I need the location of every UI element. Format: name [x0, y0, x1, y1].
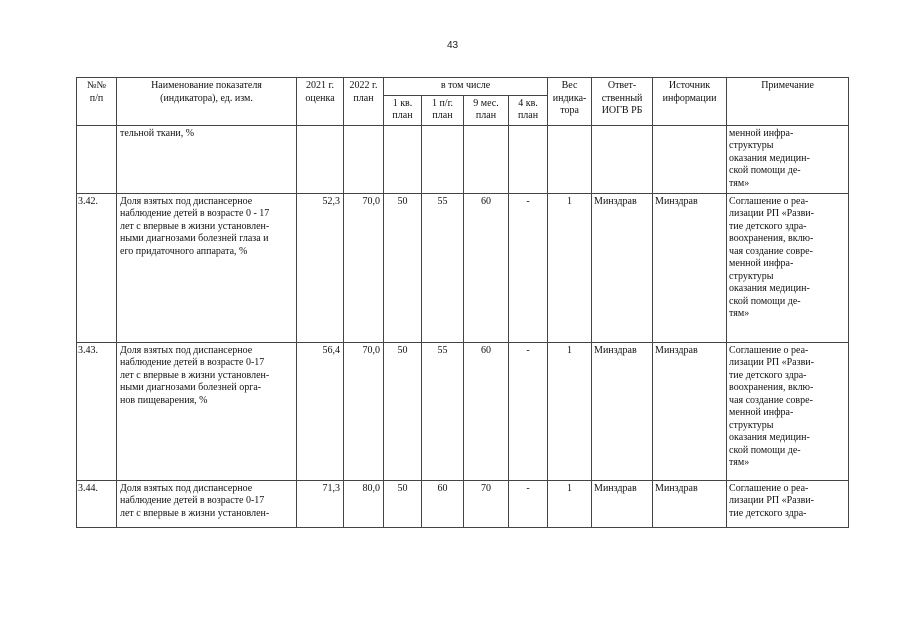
- header-no-line2: п/п: [89, 92, 104, 104]
- header-weight-line3: тора: [560, 105, 579, 116]
- cell-name: [117, 125, 297, 193]
- table-row: [77, 125, 849, 193]
- cell-note-line: тие детского здра-: [729, 220, 807, 232]
- header-row-1: [77, 78, 849, 96]
- cell-responsible: [592, 125, 653, 193]
- cell-note-line: ской помощи де-: [729, 165, 801, 176]
- header-no-line1: №№: [86, 80, 107, 91]
- table-row: [77, 193, 849, 342]
- cell-q1: 50: [384, 193, 422, 342]
- cell-no: 3.44.: [77, 480, 117, 527]
- cell-name-line: ными диагнозами болезней глаза и: [120, 233, 269, 244]
- page-number: 43: [446, 40, 459, 51]
- cell-responsible: Минздрав: [592, 193, 653, 342]
- header-responsible: [592, 78, 653, 126]
- cell-q1: 50: [384, 480, 422, 527]
- cell-note-line: структуры: [729, 140, 774, 151]
- cell-name-line: Доля взятых под диспансерное: [120, 344, 253, 356]
- header-2021-line2: оценка: [305, 92, 335, 104]
- cell-q4: [509, 125, 548, 193]
- header-9m-line2: план: [475, 110, 497, 121]
- cell-note-line: ской помощи де-: [729, 295, 801, 307]
- header-2022-line2: план: [353, 92, 374, 104]
- cell-2022: [344, 125, 384, 193]
- header-q4-line1: 4 кв.: [518, 97, 538, 109]
- header-including: в том числе: [384, 78, 548, 96]
- cell-name-line: его придаточного аппарата, %: [120, 245, 248, 257]
- cell-9m: 60: [464, 193, 509, 342]
- header-9m-line1: 9 мес.: [473, 97, 499, 109]
- cell-name-line: тельной ткани, %: [120, 127, 195, 139]
- indicators-table: [76, 77, 849, 528]
- cell-source: Минздрав: [653, 193, 727, 342]
- cell-note-line: лизации РП «Разви-: [729, 357, 814, 368]
- cell-name-line: наблюдение детей в возрасте 0-17: [120, 495, 265, 506]
- cell-note-line: Соглашение о реа-: [729, 195, 809, 207]
- table-row: [77, 480, 849, 527]
- cell-2021: 71,3: [297, 480, 344, 527]
- header-weight-line1: Вес: [561, 80, 578, 91]
- header-responsible-line2: ственный: [601, 92, 643, 104]
- cell-2022: 70,0: [344, 342, 384, 480]
- cell-2021: 56,4: [297, 342, 344, 480]
- cell-weight: 1: [548, 342, 592, 480]
- header-name-line2: (индикатора), ед. изм.: [160, 92, 253, 104]
- cell-9m: 70: [464, 480, 509, 527]
- cell-name-line: нов пищеварения, %: [120, 394, 208, 406]
- cell-note: [727, 342, 849, 480]
- cell-note-line: менной инфра-: [729, 407, 794, 418]
- cell-9m: [464, 125, 509, 193]
- cell-q4: -: [509, 480, 548, 527]
- header-9m: [464, 95, 509, 125]
- cell-note: [727, 125, 849, 193]
- cell-note-line: чая создание совре-: [729, 245, 813, 257]
- cell-2022: 70,0: [344, 193, 384, 342]
- cell-note-line: структуры: [729, 419, 774, 431]
- cell-name-line: наблюдение детей в возрасте 0 - 17: [120, 208, 270, 219]
- header-source: [653, 78, 727, 126]
- cell-source: Минздрав: [653, 342, 727, 480]
- cell-responsible: Минздрав: [592, 342, 653, 480]
- cell-q4: -: [509, 193, 548, 342]
- cell-note-line: лизации РП «Разви-: [729, 495, 814, 506]
- cell-responsible: Минздрав: [592, 480, 653, 527]
- header-2022-line1: 2022 г.: [349, 80, 378, 91]
- cell-h1: 60: [422, 480, 464, 527]
- cell-2022: 80,0: [344, 480, 384, 527]
- cell-name: [117, 480, 297, 527]
- header-2021-line1: 2021 г.: [306, 80, 334, 91]
- cell-name-line: лет с впервые в жизни установлен-: [120, 220, 270, 232]
- cell-note-line: тям»: [729, 457, 750, 468]
- header-source-line2: информации: [662, 92, 717, 104]
- cell-q1: [384, 125, 422, 193]
- header-responsible-line1: Ответ-: [607, 80, 637, 91]
- cell-note-line: чая создание совре-: [729, 394, 813, 406]
- cell-note-line: ской помощи де-: [729, 444, 801, 456]
- header-note: Примечание: [727, 78, 849, 126]
- header-no: [77, 78, 117, 126]
- cell-name: [117, 193, 297, 342]
- cell-name: [117, 342, 297, 480]
- cell-note-line: оказания медицин-: [729, 152, 810, 164]
- cell-note: [727, 480, 849, 527]
- header-h1: [422, 95, 464, 125]
- header-name: [117, 78, 297, 126]
- header-weight-line2: индика-: [552, 92, 587, 104]
- cell-no: [77, 125, 117, 193]
- header-q4: [509, 95, 548, 125]
- cell-weight: 1: [548, 480, 592, 527]
- cell-note-line: Соглашение о реа-: [729, 482, 809, 494]
- cell-no: 3.43.: [77, 342, 117, 480]
- header-name-line1: Наименование показателя: [151, 80, 262, 91]
- header-weight: [548, 78, 592, 126]
- cell-no: 3.42.: [77, 193, 117, 342]
- cell-name-line: наблюдение детей в возрасте 0-17: [120, 357, 265, 368]
- header-q1-line1: 1 кв.: [392, 97, 413, 109]
- cell-h1: 55: [422, 193, 464, 342]
- cell-weight: 1: [548, 193, 592, 342]
- cell-note-line: оказания медицин-: [729, 432, 810, 443]
- cell-name-line: лет с впервые в жизни установлен-: [120, 369, 270, 381]
- cell-weight: [548, 125, 592, 193]
- cell-note-line: воохранения, вклю-: [729, 233, 814, 244]
- header-q4-line2: план: [517, 110, 539, 121]
- cell-source: Минздрав: [653, 480, 727, 527]
- cell-note-line: тям»: [729, 177, 750, 189]
- header-2021: [297, 78, 344, 126]
- cell-note-line: менной инфра-: [729, 127, 794, 139]
- cell-h1: [422, 125, 464, 193]
- header-h1-line2: план: [432, 110, 453, 121]
- cell-name-line: ными диагнозами болезней орга-: [120, 382, 262, 393]
- cell-q4: -: [509, 342, 548, 480]
- header-2022: [344, 78, 384, 126]
- cell-name-line: лет с впервые в жизни установлен-: [120, 507, 270, 519]
- cell-note-line: структуры: [729, 270, 774, 282]
- cell-h1: 55: [422, 342, 464, 480]
- cell-name-line: Доля взятых под диспансерное: [120, 195, 253, 207]
- cell-note-line: тие детского здра-: [729, 507, 807, 519]
- cell-note-line: воохранения, вклю-: [729, 382, 814, 393]
- header-h1-line1: 1 п/г.: [431, 97, 454, 109]
- cell-note-line: оказания медицин-: [729, 283, 810, 294]
- table-row: [77, 342, 849, 480]
- cell-note-line: менной инфра-: [729, 258, 794, 269]
- header-q1: [384, 95, 422, 125]
- header-source-line1: Источник: [668, 80, 711, 91]
- cell-note-line: тие детского здра-: [729, 369, 807, 381]
- cell-name-line: Доля взятых под диспансерное: [120, 482, 253, 494]
- cell-note-line: тям»: [729, 308, 750, 319]
- header-responsible-line3: ИОГВ РБ: [601, 105, 643, 116]
- cell-note-line: Соглашение о реа-: [729, 344, 809, 356]
- cell-note: [727, 193, 849, 342]
- cell-q1: 50: [384, 342, 422, 480]
- cell-source: [653, 125, 727, 193]
- cell-9m: 60: [464, 342, 509, 480]
- cell-2021: 52,3: [297, 193, 344, 342]
- cell-note-line: лизации РП «Разви-: [729, 208, 814, 219]
- header-q1-line2: план: [392, 110, 413, 121]
- cell-2021: [297, 125, 344, 193]
